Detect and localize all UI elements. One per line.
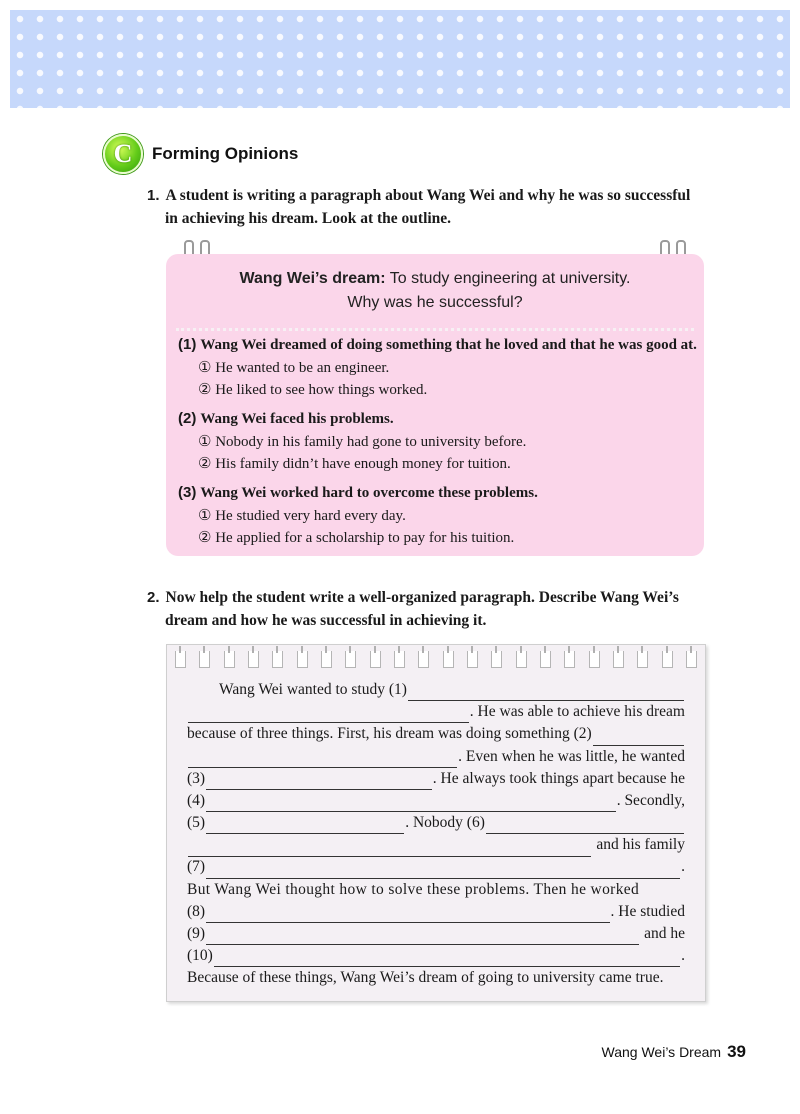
outline-box: [166, 254, 704, 556]
question-2-line2: dream and how he was successful in achieving it.: [165, 612, 487, 629]
answer-blank-4[interactable]: [206, 795, 616, 812]
answer-blank-7[interactable]: [206, 862, 680, 879]
paper-holes: [175, 651, 697, 673]
answer-blank-9[interactable]: [206, 928, 639, 945]
outline-dream: [166, 267, 704, 315]
paragraph-frame: [187, 679, 685, 990]
para-text: . He always took things apart because he: [432, 769, 685, 787]
outline-point: (3) Wang Wei worked hard to overcome these problems.: [178, 484, 538, 501]
outline-subpoint: ② He liked to see how things worked.: [198, 382, 428, 398]
question-2: [147, 586, 707, 632]
answer-blank-8[interactable]: [206, 906, 609, 923]
para-text: . Nobody (6): [405, 814, 485, 832]
para-text: (8): [187, 902, 206, 920]
para-text: Wang Wei wanted to study (1): [219, 680, 407, 698]
para-text: . He studied: [610, 902, 685, 920]
outline-question: Why was he successful?: [347, 294, 523, 311]
para-text: and his family: [596, 836, 685, 854]
para-text: (7): [187, 858, 206, 876]
para-text: (3): [187, 769, 206, 787]
outline-point: (1) Wang Wei dreamed of doing something that he loved and that he was good at.: [178, 336, 697, 353]
para-text: .: [681, 947, 685, 965]
section-title: Forming Opinions: [152, 144, 299, 163]
answer-blank-5[interactable]: [206, 817, 404, 834]
question-2-line1: Now help the student write a well-organized paragraph. Describe Wang Wei’s: [165, 589, 679, 606]
dream-label: Wang Wei’s dream:: [239, 270, 386, 287]
para-text: . Secondly,: [616, 791, 685, 809]
question-1-line2: in achieving his dream. Look at the outline.: [165, 210, 452, 227]
header-banner: [10, 10, 790, 108]
para-text: Because of these things, Wang Wei’s dream of going to university came true.: [187, 969, 664, 987]
question-1: [147, 184, 707, 230]
writing-paper: [166, 644, 706, 1002]
section-heading: [103, 134, 298, 174]
outline-subpoint: ① He studied very hard every day.: [198, 508, 406, 524]
answer-blank-10[interactable]: [214, 950, 680, 967]
question-1-number: 1.: [147, 187, 160, 204]
outline-subpoint: ① He wanted to be an engineer.: [198, 360, 390, 376]
para-text: (5): [187, 814, 206, 832]
outline-point: (2) Wang Wei faced his problems.: [178, 410, 394, 427]
page-footer: [602, 1042, 746, 1062]
question-2-number: 2.: [147, 589, 160, 606]
answer-blank-2-cont[interactable]: [188, 751, 457, 768]
page-number: 39: [727, 1042, 746, 1061]
para-text: But Wang Wei thought how to solve these problems. Then he worked: [187, 880, 640, 898]
answer-blank-3[interactable]: [206, 773, 432, 790]
answer-blank-1[interactable]: [408, 684, 684, 701]
para-text: (4): [187, 791, 206, 809]
answer-blank-6[interactable]: [486, 817, 684, 834]
outline-subpoint: ① Nobody in his family had gone to university before.: [198, 434, 527, 450]
answer-blank-1-cont[interactable]: [188, 706, 469, 723]
para-text: .: [681, 858, 685, 876]
para-text: and he: [644, 925, 685, 943]
question-1-line1: A student is writing a paragraph about Wang Wei and why he was so successful: [165, 187, 691, 204]
dotted-divider: [176, 328, 694, 331]
outline-subpoint: ② He applied for a scholarship to pay for his tuition.: [198, 530, 515, 546]
outline-subpoint: ② His family didn’t have enough money for tuition.: [198, 456, 511, 472]
footer-title: Wang Wei’s Dream: [601, 1044, 722, 1060]
para-text: . He was able to achieve his dream: [469, 703, 685, 721]
answer-blank-6-cont[interactable]: [188, 840, 591, 857]
section-badge: C: [103, 134, 143, 174]
para-text: (9): [187, 925, 206, 943]
para-text: because of three things. First, his dream was doing something (2): [187, 725, 592, 743]
dream-text: To study engineering at university.: [389, 270, 631, 287]
para-text: . Even when he was little, he wanted: [458, 747, 685, 765]
para-text: (10): [187, 947, 213, 965]
answer-blank-2[interactable]: [593, 729, 684, 746]
